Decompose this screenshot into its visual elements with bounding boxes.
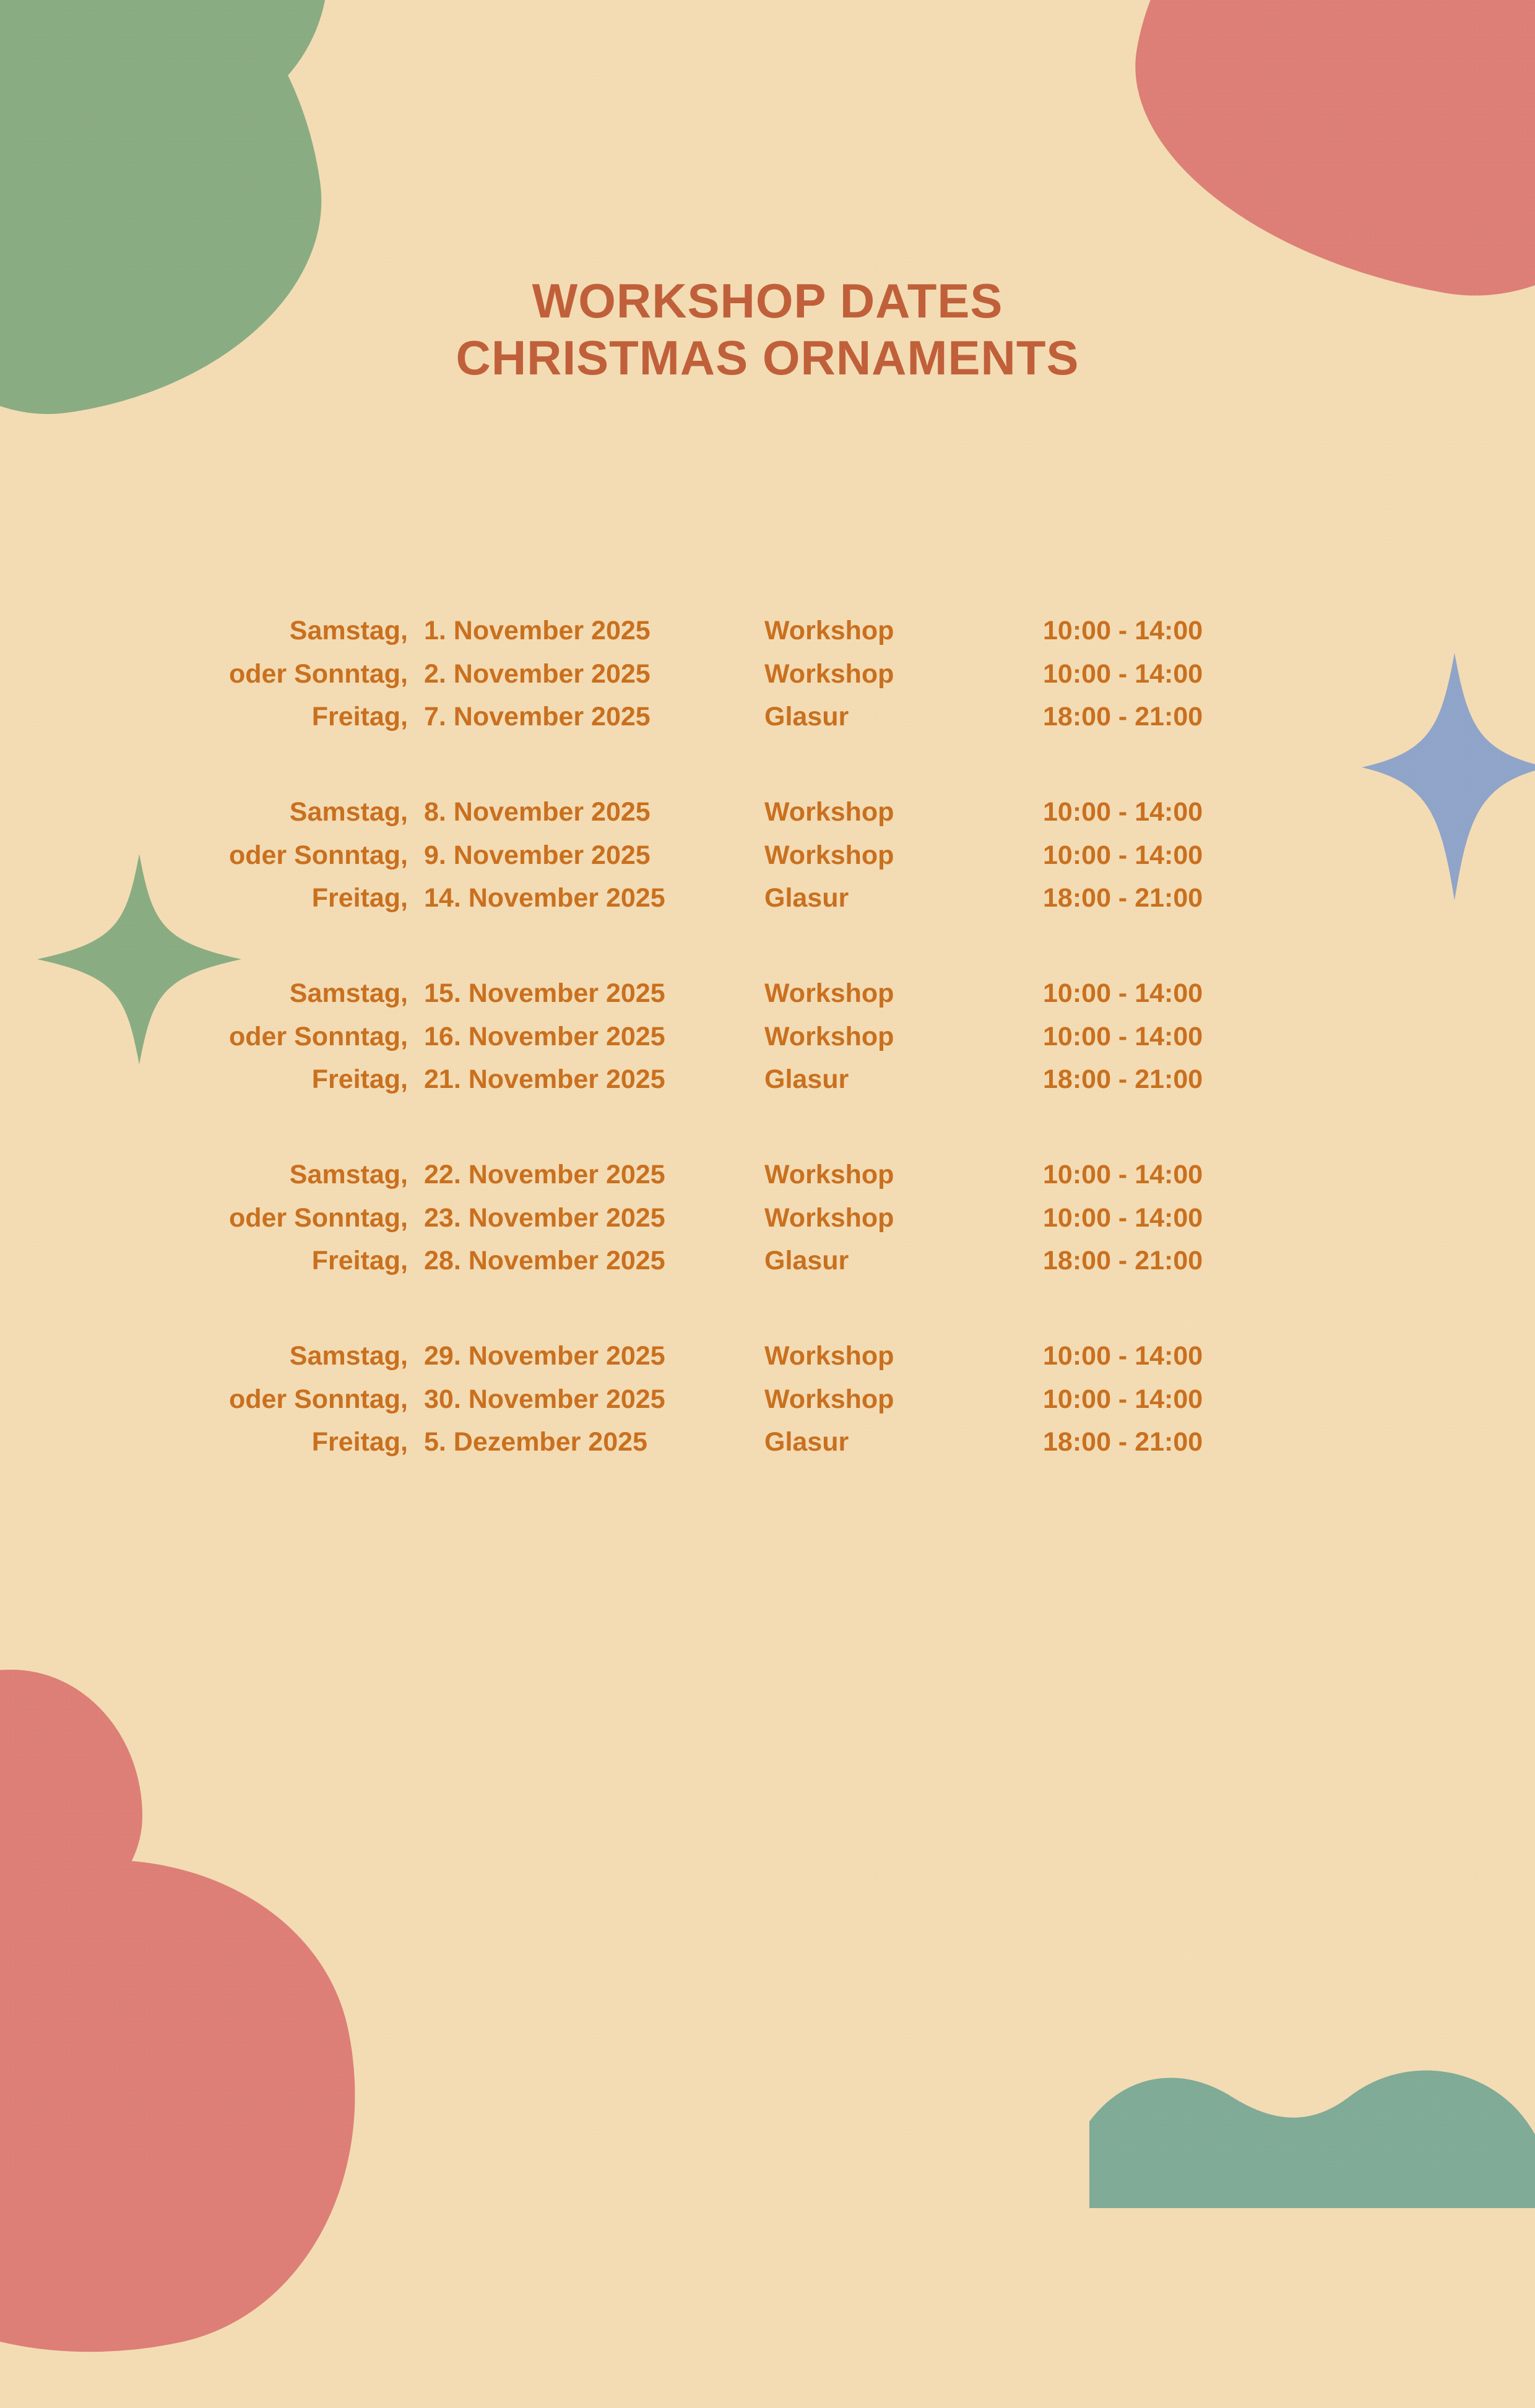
- schedule-type: Workshop: [764, 978, 894, 1008]
- schedule-date: 5. Dezember 2025: [424, 1427, 647, 1457]
- schedule-date: 1. November 2025: [424, 616, 651, 645]
- schedule-time: 10:00 - 14:00: [1043, 1159, 1203, 1189]
- schedule-group: [0, 791, 1535, 920]
- schedule-type: Workshop: [764, 796, 894, 827]
- schedule-day: oder Sonntag,: [228, 840, 408, 870]
- page-title-line-1: WORKSHOP DATES: [532, 274, 1003, 328]
- schedule-row: [0, 972, 1535, 1016]
- schedule-time: 10:00 - 14:00: [1043, 616, 1203, 645]
- schedule-row: [0, 834, 1535, 878]
- schedule-day: oder Sonntag,: [228, 658, 408, 689]
- schedule-group: [0, 610, 1535, 739]
- page-title-line-2: CHRISTMAS ORNAMENTS: [456, 330, 1079, 386]
- schedule-row: [0, 791, 1535, 834]
- schedule-group: [0, 1154, 1535, 1283]
- schedule-time: 10:00 - 14:00: [1043, 1021, 1203, 1051]
- schedule-row: [0, 877, 1535, 920]
- schedule-day: Samstag,: [289, 1340, 408, 1371]
- schedule-date: 14. November 2025: [424, 883, 665, 913]
- schedule-row: [0, 1058, 1535, 1102]
- page-title: [0, 272, 1535, 386]
- schedule-type: Workshop: [764, 1021, 894, 1051]
- schedule-day: Freitag,: [311, 883, 408, 913]
- schedule-row: [0, 610, 1535, 653]
- schedule-time: 18:00 - 21:00: [1043, 1064, 1203, 1095]
- schedule-row: [0, 1154, 1535, 1197]
- schedule-day: Freitag,: [311, 1064, 408, 1095]
- schedule-date: 23. November 2025: [424, 1202, 665, 1233]
- schedule-date: 28. November 2025: [424, 1246, 665, 1276]
- schedule-time: 10:00 - 14:00: [1043, 1202, 1203, 1233]
- schedule-date: 22. November 2025: [424, 1159, 665, 1189]
- schedule-date: 9. November 2025: [424, 840, 651, 870]
- schedule-time: 18:00 - 21:00: [1043, 1427, 1203, 1457]
- schedule-row: [0, 653, 1535, 696]
- schedule-row: [0, 1378, 1535, 1422]
- schedule-type: Workshop: [764, 1159, 894, 1189]
- schedule-type: Workshop: [764, 658, 894, 689]
- schedule-date: 21. November 2025: [424, 1064, 665, 1095]
- schedule-date: 29. November 2025: [424, 1340, 665, 1371]
- schedule-type: Workshop: [764, 616, 894, 645]
- schedule-day: Samstag,: [289, 978, 408, 1008]
- schedule-time: 10:00 - 14:00: [1043, 978, 1203, 1008]
- schedule-time: 18:00 - 21:00: [1043, 883, 1203, 913]
- schedule-type: Glasur: [764, 1246, 849, 1276]
- schedule-day: oder Sonntag,: [228, 1021, 408, 1051]
- schedule-day: oder Sonntag,: [228, 1202, 408, 1233]
- schedule-row: [0, 1016, 1535, 1059]
- schedule-day: Samstag,: [289, 1159, 408, 1189]
- schedule-time: 10:00 - 14:00: [1043, 1340, 1203, 1371]
- schedule-time: 10:00 - 14:00: [1043, 658, 1203, 689]
- schedule-type: Workshop: [764, 1340, 894, 1371]
- schedule-day: Freitag,: [311, 1246, 408, 1276]
- schedule-date: 7. November 2025: [424, 702, 651, 732]
- schedule-time: 18:00 - 21:00: [1043, 1246, 1203, 1276]
- schedule-row: [0, 1421, 1535, 1464]
- schedule-date: 2. November 2025: [424, 658, 651, 689]
- schedule-type: Glasur: [764, 1064, 849, 1095]
- schedule-list: [0, 610, 1535, 1464]
- schedule-row: [0, 696, 1535, 739]
- schedule-day: Samstag,: [289, 796, 408, 827]
- schedule-date: 30. November 2025: [424, 1384, 665, 1414]
- schedule-time: 10:00 - 14:00: [1043, 1384, 1203, 1414]
- schedule-day: Freitag,: [311, 1427, 408, 1457]
- schedule-time: 18:00 - 21:00: [1043, 702, 1203, 732]
- schedule-day: oder Sonntag,: [228, 1384, 408, 1414]
- schedule-type: Glasur: [764, 1427, 849, 1457]
- schedule-type: Glasur: [764, 883, 849, 913]
- schedule-row: [0, 1240, 1535, 1283]
- schedule-row: [0, 1335, 1535, 1378]
- schedule-type: Glasur: [764, 702, 849, 732]
- schedule-type: Workshop: [764, 840, 894, 870]
- schedule-time: 10:00 - 14:00: [1043, 840, 1203, 870]
- schedule-day: Samstag,: [289, 616, 408, 645]
- schedule-date: 8. November 2025: [424, 796, 651, 827]
- schedule-group: [0, 1335, 1535, 1464]
- schedule-type: Workshop: [764, 1384, 894, 1414]
- schedule-date: 15. November 2025: [424, 978, 665, 1008]
- schedule-type: Workshop: [764, 1202, 894, 1233]
- schedule-time: 10:00 - 14:00: [1043, 796, 1203, 827]
- schedule-row: [0, 1197, 1535, 1240]
- schedule-group: [0, 972, 1535, 1102]
- schedule-date: 16. November 2025: [424, 1021, 665, 1051]
- schedule-day: Freitag,: [311, 702, 408, 732]
